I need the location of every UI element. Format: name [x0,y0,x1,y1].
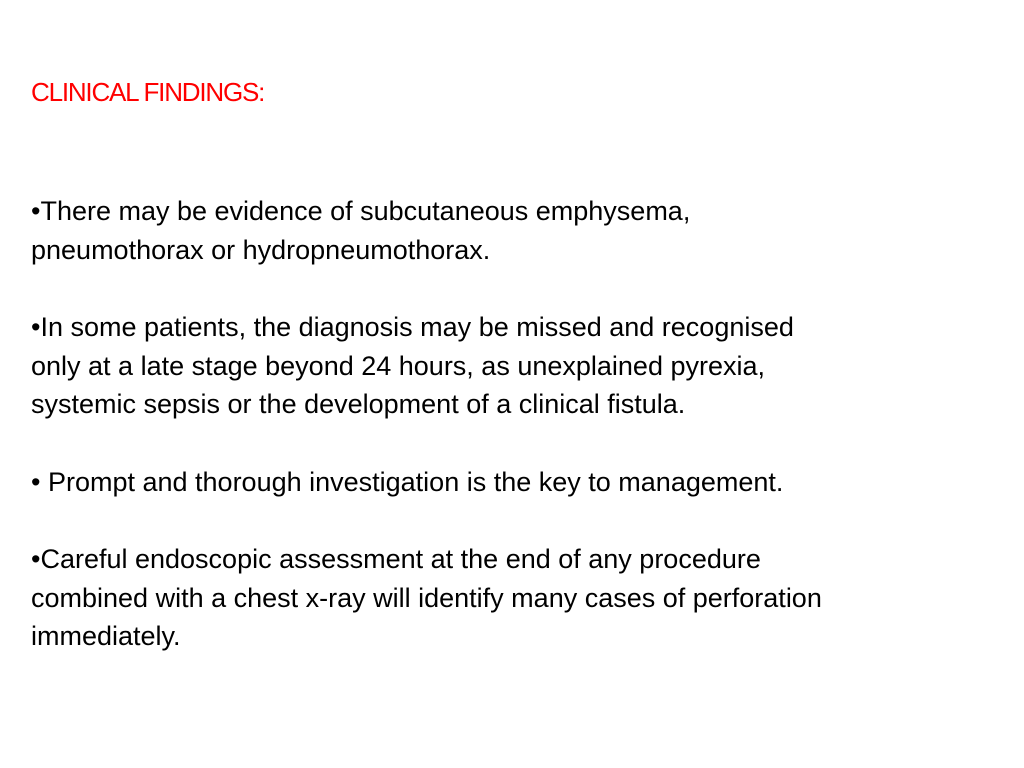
bullet-paragraph: •Careful endoscopic assessment at the end of any procedure combined with a chest x-ray will identify many cases of perforation immediately. [31,544,822,651]
bullet-paragraph: • Prompt and thorough investigation is the key to management. [31,466,784,497]
slide-title: CLINICAL FINDINGS: [31,77,265,107]
bullet-paragraph: •There may be evidence of subcutaneous emphysema, pneumothorax or hydropneumothorax. [31,196,691,265]
slide-body [31,192,991,695]
bullet-paragraph: •In some patients, the diagnosis may be missed and recognised only at a late stage beyond 24 hours, as unexplained pyrexia, systemic sepsis or the development of a clinical fistula. [31,312,794,419]
